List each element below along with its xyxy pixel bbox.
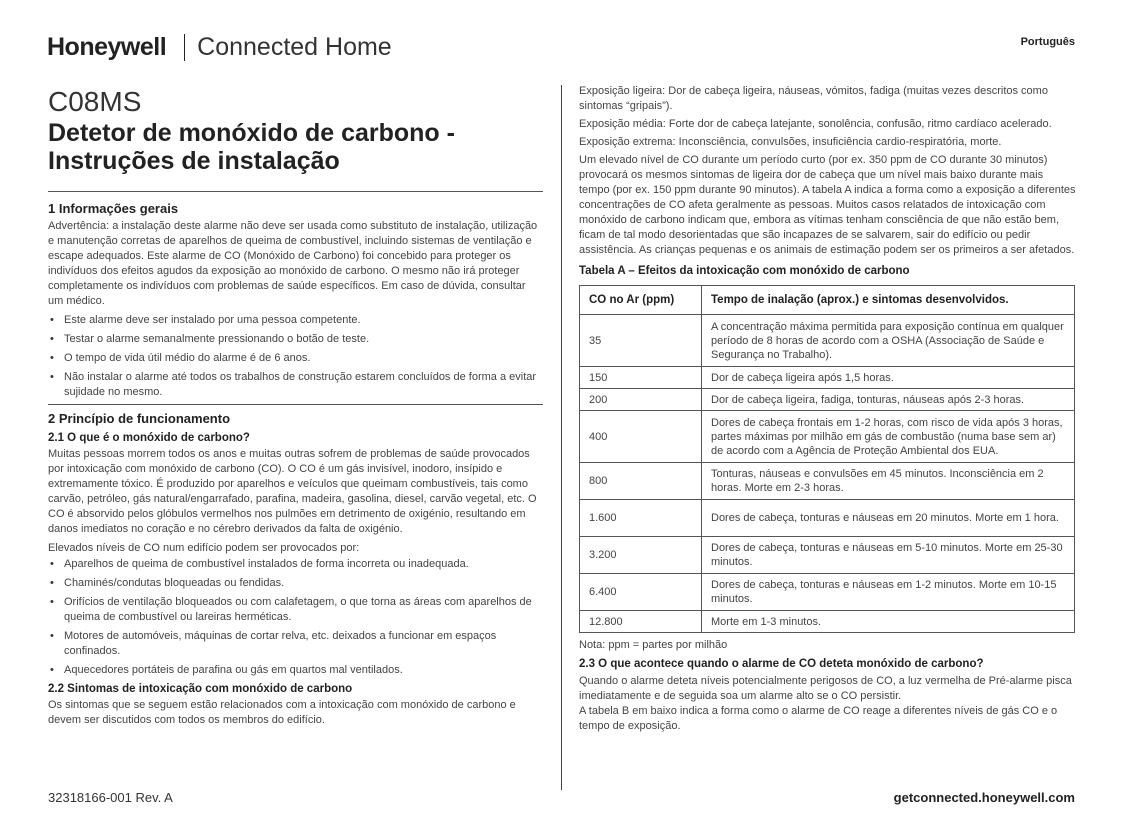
footer-url[interactable]: getconnected.honeywell.com <box>893 790 1075 805</box>
table-cell-ppm: 3.200 <box>580 537 702 574</box>
table-caption: Tabela A – Efeitos da intoxicação com monóxido de carbono <box>579 265 910 277</box>
column-divider <box>561 85 562 790</box>
section-2-heading: 2 Princípio de funcionamento <box>48 411 231 426</box>
exposure-mild: Exposição ligeira: Dor de cabeça ligeira, náuseas, vómitos, fadiga (muitas vezes descritos como sintomas “gripais”). <box>579 85 1048 112</box>
co-effects-table <box>579 285 1075 633</box>
page-title <box>48 119 543 175</box>
list-item: • Chaminés/condutas bloqueadas ou fendidas. <box>48 576 543 591</box>
product-line: Connected Home <box>197 33 392 61</box>
list-item: • Este alarme deve ser instalado por uma pessoa competente. <box>48 313 543 328</box>
subsection-2-2-text: Os sintomas que se seguem estão relacionados com a intoxicação com monóxido de carbono e devem ser discutidos com todos os membros do edifício. <box>48 699 516 726</box>
subsection-2-3-text-1: Quando o alarme deteta níveis potencialmente perigosos de CO, a luz vermelha de Pré-alarme pisca imediatamente e de seguida soa um alarme alto se o CO persistir. <box>579 675 1072 702</box>
causes-intro: Elevados níveis de CO num edifício podem ser provocados por: <box>48 542 360 554</box>
list-item: • Aquecedores portáteis de parafina ou gás em quartos mal ventilados. <box>48 663 543 678</box>
table-cell-ppm: 800 <box>580 463 702 500</box>
table-row <box>580 500 1075 537</box>
table-cell-effect: Dor de cabeça ligeira, fadiga, tonturas, náuseas após 2-3 horas. <box>702 389 1075 411</box>
title-line-2: Instruções de instalação <box>48 147 340 175</box>
table-cell-effect: Tonturas, náuseas e convulsões em 45 minutos. Inconsciência em 2 horas. Morte em 2-3 horas. <box>702 463 1075 500</box>
subsection-2-1-text: Muitas pessoas morrem todos os anos e muitas outras sofrem de problemas de saúde provocados por intoxicação com monóxido de carbono (CO). O CO é um gás invisível, inodoro, insípido e extremamente tóxico. É produzido por aparelhos e veículos que queimam combustíveis, tais como carvão, petróleo, gás natural/engarrafado, parafina, madeira, gasolina, diesel, carvão vegetal, etc. O CO é absorvido pelos glóbulos vermelhos nos pulmões em detrimento de oxigénio, resultando em danos imediatos no coração e no cérebro derivados da falta de oxigénio. <box>48 448 537 535</box>
model-code: C08MS <box>48 86 142 117</box>
table-cell-effect: Dores de cabeça, tonturas e náuseas em 20 minutos. Morte em 1 hora. <box>702 500 1075 537</box>
brand-logo: Honeywell <box>47 33 167 61</box>
table-note: Nota: ppm = partes por milhão <box>579 639 728 651</box>
table-row <box>580 389 1075 411</box>
table-row <box>580 574 1075 611</box>
section-1-bullets <box>48 313 543 400</box>
title-line-1: Detetor de monóxido de carbono - <box>48 119 455 147</box>
table-row <box>580 367 1075 389</box>
subsection-2-2-heading: 2.2 Sintomas de intoxicação com monóxido de carbono <box>48 683 353 695</box>
list-item: • Não instalar o alarme até todos os trabalhos de construção estarem concluídos de forma a evitar sujidade no mesmo. <box>48 370 543 400</box>
list-item: • O tempo de vida útil médio do alarme é de 6 anos. <box>48 351 543 366</box>
section-rule <box>48 404 543 405</box>
table-row <box>580 315 1075 367</box>
list-item: • Aparelhos de queima de combustível instalados de forma incorreta ou inadequada. <box>48 557 543 572</box>
table-cell-ppm: 150 <box>580 367 702 389</box>
table-cell-effect: Dores de cabeça, tonturas e náuseas em 5-10 minutos. Morte em 25-30 minutos. <box>702 537 1075 574</box>
subsection-2-1-heading: 2.1 O que é o monóxido de carbono? <box>48 432 250 444</box>
table-cell-ppm: 6.400 <box>580 574 702 611</box>
table-cell-ppm: 400 <box>580 411 702 463</box>
language-label: Português <box>1020 36 1075 48</box>
table-cell-effect: A concentração máxima permitida para exposição contínua em qualquer período de 8 horas de acordo com a OSHA (Associação de Saúde e Segurança no Trabalho). <box>702 315 1075 367</box>
table-cell-ppm: 12.800 <box>580 611 702 633</box>
section-1-heading: 1 Informações gerais <box>48 201 179 216</box>
table-cell-effect: Morte em 1-3 minutos. <box>702 611 1075 633</box>
exposure-medium: Exposição média: Forte dor de cabeça latejante, sonolência, confusão, ritmo cardíaco acelerado. <box>579 118 1052 130</box>
table-row <box>580 463 1075 500</box>
table-header-ppm: CO no Ar (ppm) <box>580 286 702 315</box>
list-item: • Orifícios de ventilação bloqueados ou com calafetagem, o que torna as áreas com aparelhos de queima de combustível ou lareiras herméticas. <box>48 595 543 625</box>
table-cell-ppm: 1.600 <box>580 500 702 537</box>
list-item: • Motores de automóveis, máquinas de cortar relva, etc. deixados a funcionar em espaços confinados. <box>48 629 543 659</box>
table-header-effects: Tempo de inalação (aprox.) e sintomas desenvolvidos. <box>702 286 1075 315</box>
document-number: 32318166-001 Rev. A <box>48 790 173 805</box>
table-cell-ppm: 200 <box>580 389 702 411</box>
list-item: • Testar o alarme semanalmente pressionando o botão de teste. <box>48 332 543 347</box>
section-1-intro: Advertência: a instalação deste alarme não deve ser usada como substituto de instalação, utilização e manutenção corretas de aparelhos de queima de combustível, incluindo sistemas de ventilação e escape adequados. Este alarme de CO (Monóxido de Carbono) foi concebido para proteger os indivíduos dos efeitos agudos da exposição ao monóxido de carbono. O mesmo não irá proteger completamente os indivíduos com problemas de saúde específicos. Em caso de dúvida, consultar um médico. <box>48 220 538 307</box>
table-row <box>580 411 1075 463</box>
table-row <box>580 611 1075 633</box>
left-column <box>48 86 543 728</box>
subsection-2-3-text-2: A tabela B em baixo indica a forma como o alarme de CO reage a diferentes níveis de gás CO e o tempo de exposição. <box>579 705 1058 732</box>
exposure-extreme: Exposição extrema: Inconsciência, convulsões, insuficiência cardio-respiratória, morte. <box>579 136 1002 148</box>
table-cell-effect: Dor de cabeça ligeira após 1,5 horas. <box>702 367 1075 389</box>
table-cell-effect: Dores de cabeça, tonturas e náuseas em 1-2 minutos. Morte em 10-15 minutos. <box>702 574 1075 611</box>
causes-list <box>48 557 543 678</box>
subsection-2-3-heading: 2.3 O que acontece quando o alarme de CO deteta monóxido de carbono? <box>579 658 984 670</box>
table-header-row <box>580 286 1075 315</box>
table-row <box>580 537 1075 574</box>
brand-header <box>47 33 392 62</box>
table-cell-effect: Dores de cabeça frontais em 1-2 horas, com risco de vida após 3 horas, partes máximas por milhão em gás de combustão (numa base sem ar) de acordo com a Agência de Proteção Ambiental dos EUA. <box>702 411 1075 463</box>
section-rule <box>48 191 543 192</box>
right-column <box>579 84 1076 734</box>
brand-divider <box>184 34 185 61</box>
table-cell-ppm: 35 <box>580 315 702 367</box>
exposure-paragraph: Um elevado nível de CO durante um período curto (por ex. 350 ppm de CO durante 30 minutos) provocará os mesmos sintomas de ligeira dor de cabeça que um nível mais baixo durante mais tempo (por ex. 150 ppm durante 90 minutos). A tabela A indica a forma como a exposição a diferentes concentrações de CO afeta geralmente as pessoas. Muitos casos relatados de intoxicação com monóxido de carbono indicam que, embora as vítimas tenham consciência de que não estão bem, ficam de tal modo desorientadas que são incapazes de se salvarem, sair do edifício ou pedir assistência. As crianças pequenas e os animais de estimação podem ser os primeiros a ser afetados. <box>579 154 1076 256</box>
